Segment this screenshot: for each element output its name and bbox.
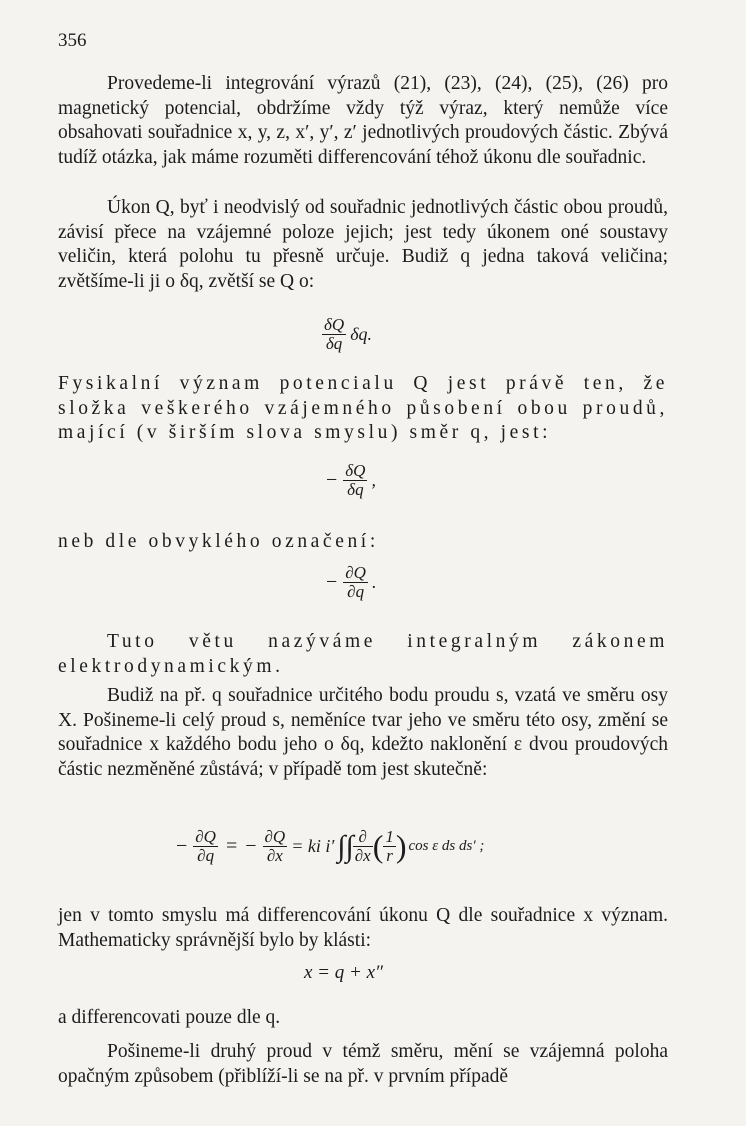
equation-1: $\frac{\delta Q}{\delta q}$ δq. (324, 315, 373, 353)
paragraph-1: Provedeme-li integrování výrazů (21), (23), (24), (25), (26) pro magnetický potencial, obdržíme vždy týž výraz, který nemůže více obsahovati souřadnice x, y, z, x′, y′, z′ jednotlivých proudových částic. Zbývá tudíž otázka, jak máme rozuměti differencování téhož úkonu dle souřadnic. (58, 73, 668, 168)
equation-2: − $\frac{\delta Q}{\delta q}$ , (326, 461, 376, 499)
paragraph-9: Pošineme-li druhý proud v témž směru, mění se vzájemná poloha opačným způsobem (přiblíží-li se na př. v prvním případě (58, 1041, 668, 1087)
paragraph-8: a differencovati pouze dle q. (58, 1007, 281, 1028)
paragraph-3: Fysikalní význam potencialu Q jest právě ten, že složka veškerého vzájemného působení obou proudů, mající (v širším slova smyslu) směr q, jest: (58, 373, 668, 443)
paragraph-5: Tuto větu nazýváme integralným zákonem elektrodynamickým. (58, 631, 668, 677)
equation-4: − $\frac{\partial Q}{\partial q}$ = − $\frac{\partial Q}{\partial x}$ = ki i′ ∫∫ $\frac{\partial}{\partial x}$ ( $\frac{1}{r}$ ) cos ε ds ds′ ; (176, 827, 485, 865)
paragraph-4: neb dle obvyklého označení: (58, 531, 379, 552)
fraction: $\frac{\partial Q}{\partial q}$ (345, 563, 366, 601)
fraction: $\frac{\delta Q}{\delta q}$ (345, 461, 366, 499)
page-number: 356 (58, 30, 87, 51)
paragraph-7: jen v tomto smyslu má differencování úkonu Q dle souřadnice x význam. Mathematicky správnější bylo by klásti: (58, 905, 668, 951)
equation-5: x = q + x″ (304, 962, 383, 983)
equation-3: − $\frac{\partial Q}{\partial q}$ . (326, 563, 377, 601)
fraction: $\frac{\delta Q}{\delta q}$ (324, 315, 345, 353)
paragraph-2: Úkon Q, byť i neodvislý od souřadnic jednotlivých částic obou proudů, závisí přece na vzájemné poloze jejich; jest tedy úkonem oné soustavy veličin, která polohu tu přesně určuje. Budiž q jedna taková veličina; zvětšíme-li ji o δq, zvětší se Q o: (58, 197, 668, 292)
paragraph-6: Budiž na př. q souřadnice určitého bodu proudu s, vzatá ve směru osy X. Pošineme-li celý proud s, neměníce tvar jeho ve směru této osy, změní se souřadnice x každého bodu jeho o δq, kdežto naklonění ε dvou proudových částic nezměněné zůstává; v případě tom jest skutečně: (58, 685, 668, 780)
